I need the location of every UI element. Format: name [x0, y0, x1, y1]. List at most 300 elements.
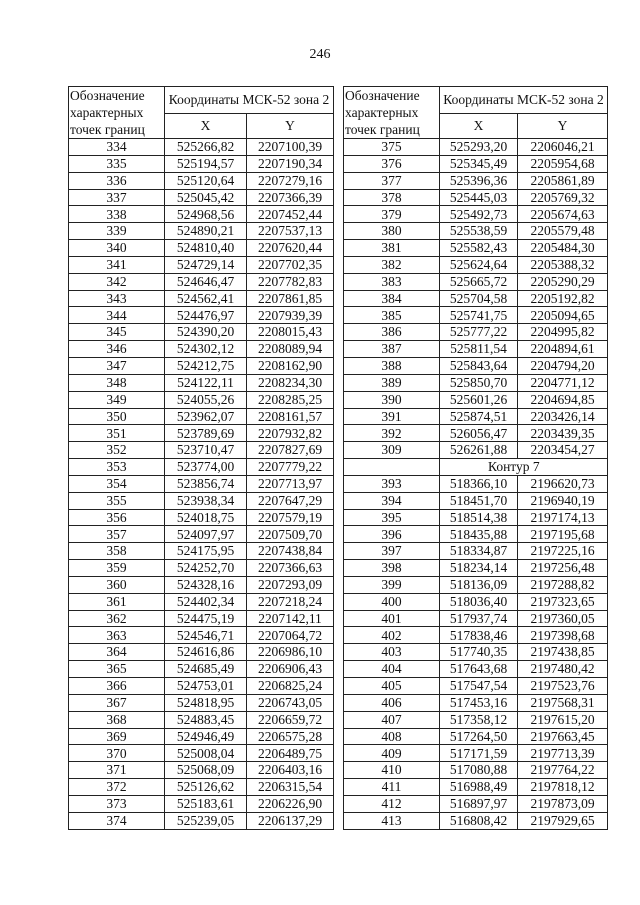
y-coordinate-cell: 2197523,76	[518, 678, 608, 695]
y-coordinate-cell: 2196940,19	[518, 492, 608, 509]
x-coordinate-cell: 517643,68	[440, 661, 518, 678]
y-coordinate-cell: 2206906,43	[247, 661, 334, 678]
table-row	[69, 812, 334, 829]
coordinates-table-left	[68, 86, 334, 830]
x-coordinate-cell: 524729,14	[165, 256, 247, 273]
point-number-cell: 398	[344, 560, 440, 577]
point-number-cell: 387	[344, 341, 440, 358]
point-number-cell: 400	[344, 593, 440, 610]
table-row	[344, 139, 608, 156]
y-coordinate-cell: 2207279,16	[247, 172, 334, 189]
point-number-cell: 363	[69, 627, 165, 644]
x-coordinate-cell: 524328,16	[165, 576, 247, 593]
table-row	[344, 610, 608, 627]
y-coordinate-cell: 2197195,68	[518, 526, 608, 543]
table-row	[69, 240, 334, 257]
table-row	[344, 593, 608, 610]
y-coordinate-cell: 2208234,30	[247, 374, 334, 391]
table-row	[69, 307, 334, 324]
x-coordinate-cell: 524252,70	[165, 560, 247, 577]
y-coordinate-cell: 2207579,19	[247, 509, 334, 526]
table-row	[69, 610, 334, 627]
x-coordinate-cell: 524018,75	[165, 509, 247, 526]
point-number-cell: 393	[344, 475, 440, 492]
y-coordinate-cell: 2207713,97	[247, 475, 334, 492]
point-number-cell: 384	[344, 290, 440, 307]
y-coordinate-cell: 2207932,82	[247, 425, 334, 442]
y-coordinate-cell: 2204894,61	[518, 341, 608, 358]
point-number-cell: 380	[344, 223, 440, 240]
x-coordinate-cell: 525582,43	[440, 240, 518, 257]
table-row	[344, 526, 608, 543]
table-row	[344, 155, 608, 172]
x-coordinate-cell: 525239,05	[165, 812, 247, 829]
y-coordinate-cell: 2207779,22	[247, 459, 334, 476]
y-coordinate-cell: 2205192,82	[518, 290, 608, 307]
y-coordinate-cell: 2206046,21	[518, 139, 608, 156]
table-row	[69, 795, 334, 812]
table-row	[69, 442, 334, 459]
x-coordinate-cell: 524946,49	[165, 728, 247, 745]
y-coordinate-cell: 2208089,94	[247, 341, 334, 358]
point-number-cell: 411	[344, 779, 440, 796]
table-left-body	[69, 139, 334, 830]
point-number-cell: 389	[344, 374, 440, 391]
table-row	[344, 492, 608, 509]
x-coordinate-cell: 525777,22	[440, 324, 518, 341]
x-coordinate-cell: 525811,54	[440, 341, 518, 358]
y-coordinate-cell: 2207861,85	[247, 290, 334, 307]
y-coordinate-cell: 2197663,45	[518, 728, 608, 745]
table-row	[69, 492, 334, 509]
x-coordinate-cell: 524097,97	[165, 526, 247, 543]
point-number-cell: 388	[344, 357, 440, 374]
y-coordinate-cell: 2208015,43	[247, 324, 334, 341]
header-y: Y	[247, 113, 334, 138]
header-coordinates: Координаты МСК-52 зона 2	[165, 87, 334, 114]
point-number-cell: 386	[344, 324, 440, 341]
point-number-cell: 367	[69, 694, 165, 711]
point-number-cell: 355	[69, 492, 165, 509]
table-right-body	[344, 139, 608, 459]
y-coordinate-cell: 2205094,65	[518, 307, 608, 324]
x-coordinate-cell: 525741,75	[440, 307, 518, 324]
contour-row	[344, 459, 608, 476]
point-number-cell: 409	[344, 745, 440, 762]
y-coordinate-cell: 2196620,73	[518, 475, 608, 492]
table-row	[344, 341, 608, 358]
table-row	[344, 509, 608, 526]
point-number-cell: 366	[69, 678, 165, 695]
y-coordinate-cell: 2206137,29	[247, 812, 334, 829]
table-row	[344, 560, 608, 577]
point-number-cell: 344	[69, 307, 165, 324]
x-coordinate-cell: 524616,86	[165, 644, 247, 661]
point-number-cell: 378	[344, 189, 440, 206]
table-row	[69, 290, 334, 307]
contour-spacer	[344, 459, 440, 476]
table-row	[344, 442, 608, 459]
point-number-cell: 405	[344, 678, 440, 695]
x-coordinate-cell: 525445,03	[440, 189, 518, 206]
y-coordinate-cell: 2197256,48	[518, 560, 608, 577]
y-coordinate-cell: 2197360,05	[518, 610, 608, 627]
table-row	[69, 223, 334, 240]
table-row	[69, 341, 334, 358]
table-row	[69, 694, 334, 711]
point-number-cell: 365	[69, 661, 165, 678]
y-coordinate-cell: 2207293,09	[247, 576, 334, 593]
table-row	[344, 694, 608, 711]
point-number-cell: 374	[69, 812, 165, 829]
x-coordinate-cell: 525293,20	[440, 139, 518, 156]
x-coordinate-cell: 516897,97	[440, 795, 518, 812]
x-coordinate-cell: 525045,42	[165, 189, 247, 206]
x-coordinate-cell: 525194,57	[165, 155, 247, 172]
point-number-cell: 369	[69, 728, 165, 745]
x-coordinate-cell: 517453,16	[440, 694, 518, 711]
table-row	[69, 273, 334, 290]
table-row	[69, 576, 334, 593]
x-coordinate-cell: 525345,49	[440, 155, 518, 172]
table-row	[69, 543, 334, 560]
point-number-cell: 407	[344, 711, 440, 728]
table-row	[69, 593, 334, 610]
table-row	[69, 779, 334, 796]
x-coordinate-cell: 516808,42	[440, 812, 518, 829]
x-coordinate-cell: 524175,95	[165, 543, 247, 560]
table-row	[69, 644, 334, 661]
x-coordinate-cell: 524302,12	[165, 341, 247, 358]
point-number-cell: 361	[69, 593, 165, 610]
point-number-cell: 343	[69, 290, 165, 307]
y-coordinate-cell: 2207702,35	[247, 256, 334, 273]
table-row	[344, 543, 608, 560]
y-coordinate-cell: 2206986,10	[247, 644, 334, 661]
table-row	[344, 678, 608, 695]
point-number-cell: 383	[344, 273, 440, 290]
x-coordinate-cell: 524883,45	[165, 711, 247, 728]
y-coordinate-cell: 2205484,30	[518, 240, 608, 257]
table-row	[344, 711, 608, 728]
table-row	[69, 762, 334, 779]
x-coordinate-cell: 525068,09	[165, 762, 247, 779]
point-number-cell: 404	[344, 661, 440, 678]
y-coordinate-cell: 2207438,84	[247, 543, 334, 560]
y-coordinate-cell: 2203439,35	[518, 425, 608, 442]
point-number-cell: 412	[344, 795, 440, 812]
y-coordinate-cell: 2207064,72	[247, 627, 334, 644]
point-number-cell: 394	[344, 492, 440, 509]
x-coordinate-cell: 516988,49	[440, 779, 518, 796]
header-x: X	[165, 113, 247, 138]
y-coordinate-cell: 2203426,14	[518, 408, 608, 425]
y-coordinate-cell: 2197929,65	[518, 812, 608, 829]
x-coordinate-cell: 518234,14	[440, 560, 518, 577]
x-coordinate-cell: 524753,01	[165, 678, 247, 695]
table-row	[344, 475, 608, 492]
table-row	[69, 627, 334, 644]
y-coordinate-cell: 2206743,05	[247, 694, 334, 711]
point-number-cell: 309	[344, 442, 440, 459]
x-coordinate-cell: 525704,58	[440, 290, 518, 307]
table-row	[344, 644, 608, 661]
y-coordinate-cell: 2207647,29	[247, 492, 334, 509]
y-coordinate-cell: 2197225,16	[518, 543, 608, 560]
x-coordinate-cell: 523856,74	[165, 475, 247, 492]
point-number-cell: 354	[69, 475, 165, 492]
point-number-cell: 358	[69, 543, 165, 560]
x-coordinate-cell: 524390,20	[165, 324, 247, 341]
x-coordinate-cell: 525538,59	[440, 223, 518, 240]
x-coordinate-cell: 523962,07	[165, 408, 247, 425]
point-number-cell: 345	[69, 324, 165, 341]
table-row	[69, 256, 334, 273]
y-coordinate-cell: 2206825,24	[247, 678, 334, 695]
point-number-cell: 390	[344, 391, 440, 408]
y-coordinate-cell: 2207142,11	[247, 610, 334, 627]
point-number-cell: 392	[344, 425, 440, 442]
y-coordinate-cell: 2197873,09	[518, 795, 608, 812]
x-coordinate-cell: 524402,34	[165, 593, 247, 610]
y-coordinate-cell: 2207620,44	[247, 240, 334, 257]
y-coordinate-cell: 2208161,57	[247, 408, 334, 425]
point-number-cell: 395	[344, 509, 440, 526]
x-coordinate-cell: 518435,88	[440, 526, 518, 543]
point-number-cell: 382	[344, 256, 440, 273]
y-coordinate-cell: 2207509,70	[247, 526, 334, 543]
point-number-cell: 410	[344, 762, 440, 779]
table-row	[69, 206, 334, 223]
x-coordinate-cell: 518451,70	[440, 492, 518, 509]
table-row	[344, 172, 608, 189]
point-number-cell: 370	[69, 745, 165, 762]
table-row	[69, 509, 334, 526]
table-row	[344, 324, 608, 341]
y-coordinate-cell: 2205290,29	[518, 273, 608, 290]
table-row	[69, 391, 334, 408]
y-coordinate-cell: 2204771,12	[518, 374, 608, 391]
x-coordinate-cell: 525843,64	[440, 357, 518, 374]
x-coordinate-cell: 525126,62	[165, 779, 247, 796]
x-coordinate-cell: 517937,74	[440, 610, 518, 627]
x-coordinate-cell: 525850,70	[440, 374, 518, 391]
point-number-cell: 339	[69, 223, 165, 240]
point-number-cell: 376	[344, 155, 440, 172]
table-row	[344, 576, 608, 593]
x-coordinate-cell: 524476,97	[165, 307, 247, 324]
header-designation: Обозначение характерных точек границ	[344, 87, 440, 139]
y-coordinate-cell: 2205674,63	[518, 206, 608, 223]
y-coordinate-cell: 2197398,68	[518, 627, 608, 644]
y-coordinate-cell: 2207782,83	[247, 273, 334, 290]
y-coordinate-cell: 2207100,39	[247, 139, 334, 156]
point-number-cell: 346	[69, 341, 165, 358]
point-number-cell: 381	[344, 240, 440, 257]
y-coordinate-cell: 2206489,75	[247, 745, 334, 762]
x-coordinate-cell: 518514,38	[440, 509, 518, 526]
table-row	[69, 745, 334, 762]
y-coordinate-cell: 2208285,25	[247, 391, 334, 408]
point-number-cell: 337	[69, 189, 165, 206]
table-row	[344, 795, 608, 812]
y-coordinate-cell: 2205954,68	[518, 155, 608, 172]
table-row	[69, 357, 334, 374]
table-row	[69, 139, 334, 156]
table-row	[344, 206, 608, 223]
table-row	[344, 256, 608, 273]
table-row	[69, 661, 334, 678]
table-row	[69, 711, 334, 728]
y-coordinate-cell: 2207366,39	[247, 189, 334, 206]
table-row	[344, 728, 608, 745]
table-row	[344, 408, 608, 425]
table-row	[69, 425, 334, 442]
x-coordinate-cell: 517171,59	[440, 745, 518, 762]
table-row	[69, 189, 334, 206]
point-number-cell: 359	[69, 560, 165, 577]
table-right-body-contour	[344, 475, 608, 829]
table-row	[344, 627, 608, 644]
header-x: X	[440, 113, 518, 138]
y-coordinate-cell: 2204794,20	[518, 357, 608, 374]
table-row	[69, 459, 334, 476]
y-coordinate-cell: 2197568,31	[518, 694, 608, 711]
x-coordinate-cell: 524685,49	[165, 661, 247, 678]
y-coordinate-cell: 2197818,12	[518, 779, 608, 796]
x-coordinate-cell: 525396,36	[440, 172, 518, 189]
point-number-cell: 385	[344, 307, 440, 324]
point-number-cell: 350	[69, 408, 165, 425]
x-coordinate-cell: 525266,82	[165, 139, 247, 156]
x-coordinate-cell: 525183,61	[165, 795, 247, 812]
x-coordinate-cell: 517547,54	[440, 678, 518, 695]
table-row	[344, 273, 608, 290]
x-coordinate-cell: 524055,26	[165, 391, 247, 408]
point-number-cell: 379	[344, 206, 440, 223]
x-coordinate-cell: 517740,35	[440, 644, 518, 661]
y-coordinate-cell: 2197713,39	[518, 745, 608, 762]
y-coordinate-cell: 2206226,90	[247, 795, 334, 812]
point-number-cell: 373	[69, 795, 165, 812]
x-coordinate-cell: 525120,64	[165, 172, 247, 189]
header-designation: Обозначение характерных точек границ	[69, 87, 165, 139]
y-coordinate-cell: 2206575,28	[247, 728, 334, 745]
table-row	[344, 425, 608, 442]
y-coordinate-cell: 2206403,16	[247, 762, 334, 779]
x-coordinate-cell: 523789,69	[165, 425, 247, 442]
point-number-cell: 371	[69, 762, 165, 779]
coordinates-table-right	[343, 86, 608, 830]
y-coordinate-cell: 2203454,27	[518, 442, 608, 459]
point-number-cell: 402	[344, 627, 440, 644]
x-coordinate-cell: 524122,11	[165, 374, 247, 391]
y-coordinate-cell: 2207366,63	[247, 560, 334, 577]
y-coordinate-cell: 2197174,13	[518, 509, 608, 526]
point-number-cell: 335	[69, 155, 165, 172]
point-number-cell: 397	[344, 543, 440, 560]
y-coordinate-cell: 2207537,13	[247, 223, 334, 240]
table-row	[344, 745, 608, 762]
point-number-cell: 391	[344, 408, 440, 425]
table-row	[344, 307, 608, 324]
table-row	[69, 172, 334, 189]
x-coordinate-cell: 518334,87	[440, 543, 518, 560]
point-number-cell: 362	[69, 610, 165, 627]
y-coordinate-cell: 2197764,22	[518, 762, 608, 779]
table-row	[344, 240, 608, 257]
y-coordinate-cell: 2206659,72	[247, 711, 334, 728]
point-number-cell: 356	[69, 509, 165, 526]
table-row	[344, 779, 608, 796]
header-y: Y	[518, 113, 608, 138]
point-number-cell: 396	[344, 526, 440, 543]
point-number-cell: 348	[69, 374, 165, 391]
y-coordinate-cell: 2207218,24	[247, 593, 334, 610]
table-row	[69, 475, 334, 492]
point-number-cell: 352	[69, 442, 165, 459]
x-coordinate-cell: 517264,50	[440, 728, 518, 745]
table-row	[344, 357, 608, 374]
point-number-cell: 375	[344, 139, 440, 156]
table-row	[344, 762, 608, 779]
x-coordinate-cell: 525492,73	[440, 206, 518, 223]
y-coordinate-cell: 2197288,82	[518, 576, 608, 593]
y-coordinate-cell: 2205769,32	[518, 189, 608, 206]
table-row	[344, 812, 608, 829]
x-coordinate-cell: 518036,40	[440, 593, 518, 610]
x-coordinate-cell: 525624,64	[440, 256, 518, 273]
table-row	[69, 155, 334, 172]
point-number-cell: 334	[69, 139, 165, 156]
y-coordinate-cell: 2207939,39	[247, 307, 334, 324]
y-coordinate-cell: 2207827,69	[247, 442, 334, 459]
x-coordinate-cell: 525665,72	[440, 273, 518, 290]
x-coordinate-cell: 523938,34	[165, 492, 247, 509]
x-coordinate-cell: 523710,47	[165, 442, 247, 459]
x-coordinate-cell: 524212,75	[165, 357, 247, 374]
x-coordinate-cell: 518136,09	[440, 576, 518, 593]
page-number: 246	[309, 47, 331, 62]
x-coordinate-cell: 525601,26	[440, 391, 518, 408]
point-number-cell: 340	[69, 240, 165, 257]
point-number-cell: 341	[69, 256, 165, 273]
point-number-cell: 408	[344, 728, 440, 745]
y-coordinate-cell: 2197438,85	[518, 644, 608, 661]
point-number-cell: 347	[69, 357, 165, 374]
y-coordinate-cell: 2205579,48	[518, 223, 608, 240]
point-number-cell: 403	[344, 644, 440, 661]
x-coordinate-cell: 525874,51	[440, 408, 518, 425]
table-row	[344, 374, 608, 391]
table-row	[69, 408, 334, 425]
y-coordinate-cell: 2197615,20	[518, 711, 608, 728]
table-row	[69, 526, 334, 543]
y-coordinate-cell: 2207190,34	[247, 155, 334, 172]
point-number-cell: 406	[344, 694, 440, 711]
x-coordinate-cell: 524475,19	[165, 610, 247, 627]
table-row	[69, 728, 334, 745]
y-coordinate-cell: 2205388,32	[518, 256, 608, 273]
x-coordinate-cell: 524562,41	[165, 290, 247, 307]
table-row	[344, 290, 608, 307]
table-row	[344, 189, 608, 206]
x-coordinate-cell: 524968,56	[165, 206, 247, 223]
y-coordinate-cell: 2204995,82	[518, 324, 608, 341]
x-coordinate-cell: 517358,12	[440, 711, 518, 728]
x-coordinate-cell: 526261,88	[440, 442, 518, 459]
y-coordinate-cell: 2208162,90	[247, 357, 334, 374]
